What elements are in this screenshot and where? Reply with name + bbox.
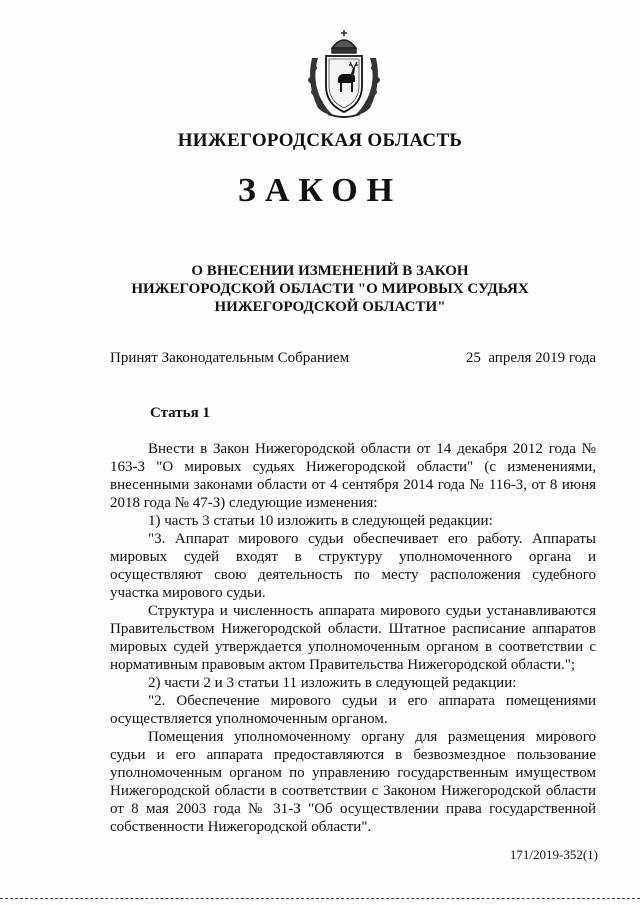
document-number: 171/2019-352(1) [509, 847, 598, 862]
adoption-date: 25 апреля 2019 года [465, 350, 596, 366]
law-title [120, 262, 540, 316]
law-title-line: О ВНЕСЕНИИ ИЗМЕНЕНИЙ В ЗАКОН [191, 263, 469, 279]
article-body [110, 440, 596, 836]
page-bottom-rule [0, 898, 640, 899]
coat-of-arms-icon [302, 28, 386, 122]
body-paragraph: Внести в Закон Нижегородской области от 14 декабря 2012 года № 163-З "О мировых судьях Нижегородской области" (с изменениями, внесенными законами области от 4 сентября 2014 года № 116-З, от 8 июня 2018 года № 47-З) следующие изменения: [110, 441, 596, 511]
body-paragraph: Помещения уполномоченному органу для размещения мирового судьи и его аппарата предоставляются в безвозмездное пользование уполномоченным органом по управлению государственным имуществом Нижегородской области в соответствии с Законом Нижегородской области от 8 мая 2003 года № 31-З "Об осуществлении права государственной собственности Нижегородской области". [110, 729, 596, 835]
article-heading: Статья 1 [150, 405, 210, 421]
body-paragraph: "3. Аппарат мирового судьи обеспечивает его работу. Аппараты мировых судей входят в структуру уполномоченного органа и осуществляют свою деятельность по месту расположения судебного участка мирового судьи. [110, 531, 596, 601]
body-paragraph: 2) части 2 и 3 статьи 11 изложить в следующей редакции: [148, 675, 517, 691]
body-paragraph: "2. Обеспечение мирового судьи и его аппарата помещениями осуществляется уполномоченным органом. [110, 693, 596, 727]
law-title-line: НИЖЕГОРОДСКОЙ ОБЛАСТИ" [214, 299, 446, 315]
region-name: НИЖЕГОРОДСКАЯ ОБЛАСТЬ [177, 130, 463, 151]
law-title-line: НИЖЕГОРОДСКОЙ ОБЛАСТИ "О МИРОВЫХ СУДЬЯХ [131, 281, 529, 297]
adopted-by: Принят Законодательным Собранием [110, 350, 350, 366]
body-paragraph: Структура и численность аппарата мирового судьи устанавливаются Правительством Нижегородской области. Штатное расписание аппаратов мировых судей утверждается уполномоченным органом в соответствии с нормативным правовым актом Правительства Нижегородской области."; [110, 603, 596, 673]
document-type: ЗАКОН [237, 172, 403, 209]
body-paragraph: 1) часть 3 статьи 10 изложить в следующей редакции: [148, 513, 493, 529]
